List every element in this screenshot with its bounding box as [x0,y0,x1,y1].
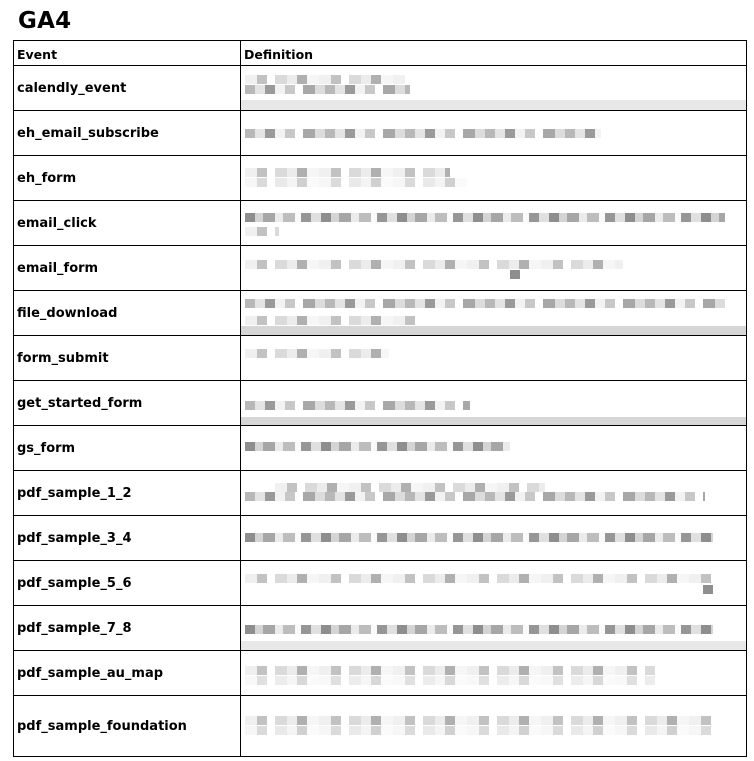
table-row [14,696,747,757]
event-name-cell: pdf_sample_foundation [14,696,241,757]
definition-cell-redacted [241,516,747,561]
event-name-cell: calendly_event [14,66,241,111]
event-name-cell: pdf_sample_7_8 [14,606,241,651]
definition-cell-redacted [241,426,747,471]
table-row [14,111,747,156]
table-row [14,426,747,471]
table-row [14,291,747,336]
table-row [14,201,747,246]
definition-cell-redacted [241,651,747,696]
event-name-cell: email_form [14,246,241,291]
table-row [14,336,747,381]
event-name-cell: email_click [14,201,241,246]
column-header-event: Event [14,41,241,66]
definition-cell-redacted [241,246,747,291]
event-name-cell: pdf_sample_3_4 [14,516,241,561]
events-table [13,40,747,757]
table-row [14,381,747,426]
event-name-cell: form_submit [14,336,241,381]
table-row [14,246,747,291]
definition-cell-redacted [241,156,747,201]
table-row [14,471,747,516]
event-name-cell: eh_email_subscribe [14,111,241,156]
table-row [14,156,747,201]
table-row [14,516,747,561]
definition-cell-redacted [241,696,747,757]
event-name-cell: eh_form [14,156,241,201]
table-row [14,561,747,606]
table-row [14,606,747,651]
event-name-cell: pdf_sample_1_2 [14,471,241,516]
definition-cell-redacted [241,111,747,156]
definition-cell-redacted [241,381,747,426]
table-row [14,651,747,696]
event-name-cell: pdf_sample_5_6 [14,561,241,606]
definition-cell-redacted [241,66,747,111]
column-header-definition: Definition [241,41,747,66]
table-row [14,66,747,111]
definition-cell-redacted [241,201,747,246]
event-name-cell: get_started_form [14,381,241,426]
event-name-cell: pdf_sample_au_map [14,651,241,696]
event-name-cell: file_download [14,291,241,336]
definition-cell-redacted [241,291,747,336]
definition-cell-redacted [241,561,747,606]
definition-cell-redacted [241,606,747,651]
event-name-cell: gs_form [14,426,241,471]
table-header-row [14,41,747,66]
page-title: GA4 [18,8,72,34]
definition-cell-redacted [241,471,747,516]
definition-cell-redacted [241,336,747,381]
